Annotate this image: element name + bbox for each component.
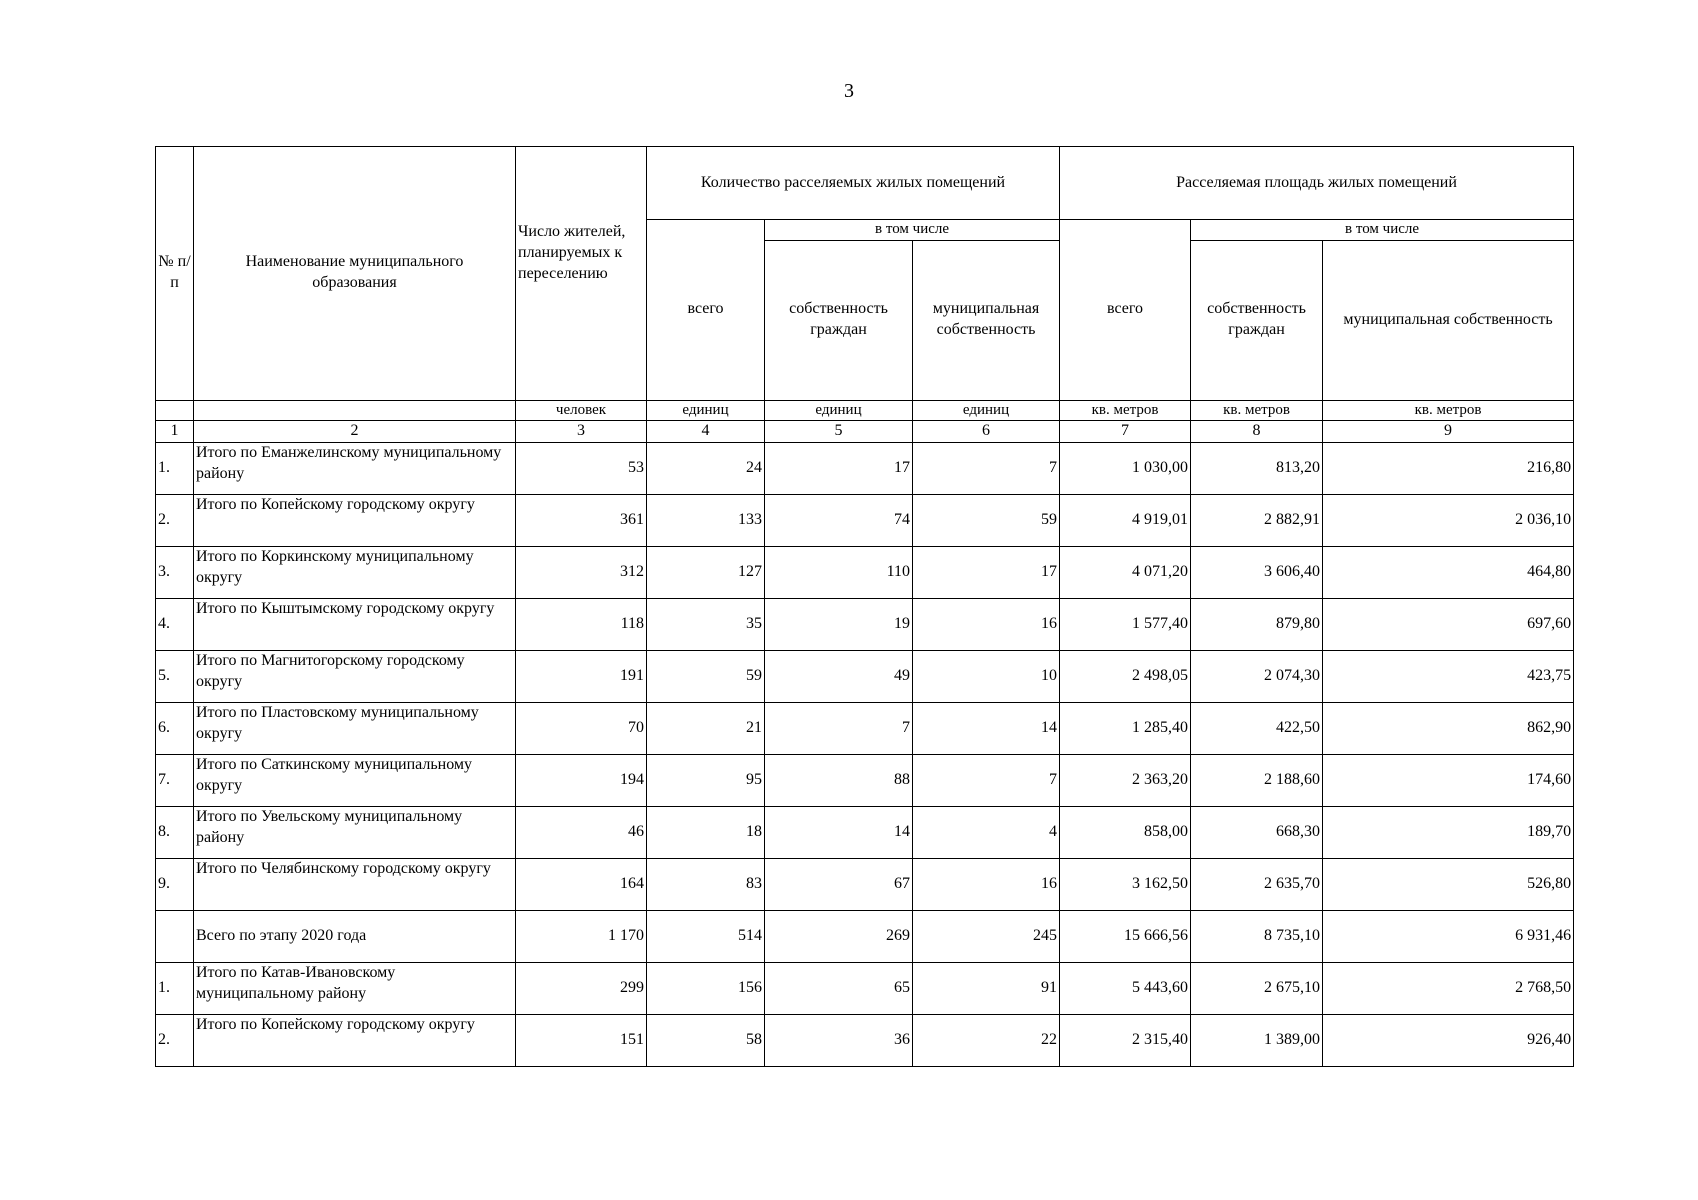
row-number: 1. — [156, 442, 194, 494]
cell-area-citizens: 2 188,60 — [1191, 754, 1323, 806]
cell-units-total: 24 — [647, 442, 765, 494]
cell-area-municipal: 189,70 — [1323, 806, 1574, 858]
cell-units-municipal: 59 — [913, 494, 1060, 546]
cell-area-citizens: 879,80 — [1191, 598, 1323, 650]
cell-residents: 53 — [516, 442, 647, 494]
cell-residents: 70 — [516, 702, 647, 754]
cell-area-municipal: 464,80 — [1323, 546, 1574, 598]
cell-residents: 151 — [516, 1014, 647, 1066]
row-number: 2. — [156, 494, 194, 546]
municipality-name: Итого по Кыштымскому городскому округу — [194, 598, 516, 650]
units-cell: единиц — [913, 400, 1060, 421]
column-number: 6 — [913, 421, 1060, 443]
cell-units-citizens: 7 — [765, 702, 913, 754]
cell-residents: 191 — [516, 650, 647, 702]
cell-area-total: 2 315,40 — [1060, 1014, 1191, 1066]
cell-units-municipal: 22 — [913, 1014, 1060, 1066]
cell-area-municipal: 862,90 — [1323, 702, 1574, 754]
cell-area-citizens: 3 606,40 — [1191, 546, 1323, 598]
cell-area-total: 5 443,60 — [1060, 962, 1191, 1014]
cell-area-total: 15 666,56 — [1060, 910, 1191, 962]
cell-area-total: 1 285,40 — [1060, 702, 1191, 754]
cell-units-municipal: 16 — [913, 858, 1060, 910]
cell-area-municipal: 2 768,50 — [1323, 962, 1574, 1014]
cell-area-total: 1 577,40 — [1060, 598, 1191, 650]
cell-residents: 194 — [516, 754, 647, 806]
header-residents: Число жителей, планируемых к переселению — [516, 147, 647, 401]
header-count-including: в том числе — [765, 220, 1060, 241]
cell-area-municipal: 174,60 — [1323, 754, 1574, 806]
cell-area-citizens: 2 675,10 — [1191, 962, 1323, 1014]
cell-units-citizens: 17 — [765, 442, 913, 494]
cell-area-municipal: 216,80 — [1323, 442, 1574, 494]
header-group-count: Количество расселяемых жилых помещений — [647, 147, 1060, 220]
cell-units-citizens: 67 — [765, 858, 913, 910]
column-number: 1 — [156, 421, 194, 443]
row-number: 5. — [156, 650, 194, 702]
table-row — [156, 806, 1574, 858]
cell-area-citizens: 422,50 — [1191, 702, 1323, 754]
header-name: Наименование муниципального образования — [194, 147, 516, 401]
column-number: 8 — [1191, 421, 1323, 443]
cell-area-municipal: 6 931,46 — [1323, 910, 1574, 962]
cell-residents: 164 — [516, 858, 647, 910]
table-row — [156, 650, 1574, 702]
header-area-municipal: муниципальная собственность — [1323, 240, 1574, 400]
cell-units-total: 21 — [647, 702, 765, 754]
cell-area-citizens: 2 882,91 — [1191, 494, 1323, 546]
cell-units-citizens: 19 — [765, 598, 913, 650]
units-cell: кв. метров — [1323, 400, 1574, 421]
header-no: № п/п — [156, 147, 194, 401]
cell-units-citizens: 49 — [765, 650, 913, 702]
page-number: 3 — [844, 80, 854, 102]
cell-area-citizens: 1 389,00 — [1191, 1014, 1323, 1066]
cell-units-total: 18 — [647, 806, 765, 858]
table-row — [156, 598, 1574, 650]
header-group-area: Расселяемая площадь жилых помещений — [1060, 147, 1574, 220]
units-cell: кв. метров — [1191, 400, 1323, 421]
row-number: 9. — [156, 858, 194, 910]
cell-residents: 361 — [516, 494, 647, 546]
cell-area-total: 3 162,50 — [1060, 858, 1191, 910]
municipality-name: Итого по Копейскому городскому округу — [194, 1014, 516, 1066]
units-cell: кв. метров — [1060, 400, 1191, 421]
cell-area-municipal: 926,40 — [1323, 1014, 1574, 1066]
cell-units-municipal: 245 — [913, 910, 1060, 962]
cell-residents: 118 — [516, 598, 647, 650]
cell-units-total: 127 — [647, 546, 765, 598]
cell-units-municipal: 14 — [913, 702, 1060, 754]
resettlement-table — [155, 146, 1574, 1067]
cell-units-municipal: 17 — [913, 546, 1060, 598]
municipality-name: Итого по Еманжелинскому муниципальному району — [194, 442, 516, 494]
cell-units-citizens: 65 — [765, 962, 913, 1014]
cell-units-total: 83 — [647, 858, 765, 910]
header-area-including: в том числе — [1191, 220, 1574, 241]
cell-residents: 299 — [516, 962, 647, 1014]
cell-units-municipal: 7 — [913, 442, 1060, 494]
cell-units-citizens: 269 — [765, 910, 913, 962]
municipality-name: Итого по Магнитогорскому городскому округу — [194, 650, 516, 702]
cell-units-total: 514 — [647, 910, 765, 962]
table-row — [156, 1014, 1574, 1066]
cell-residents: 312 — [516, 546, 647, 598]
column-number: 9 — [1323, 421, 1574, 443]
cell-area-citizens: 2 635,70 — [1191, 858, 1323, 910]
municipality-name: Итого по Коркинскому муниципальному округу — [194, 546, 516, 598]
municipality-name: Итого по Пластовскому муниципальному округу — [194, 702, 516, 754]
row-number: 1. — [156, 962, 194, 1014]
municipality-name: Итого по Челябинскому городскому округу — [194, 858, 516, 910]
cell-units-citizens: 14 — [765, 806, 913, 858]
cell-units-municipal: 4 — [913, 806, 1060, 858]
header-area-citizens: собственность граждан — [1191, 240, 1323, 400]
cell-area-citizens: 668,30 — [1191, 806, 1323, 858]
row-number: 8. — [156, 806, 194, 858]
header-count-municipal: муниципальная собственность — [913, 240, 1060, 400]
cell-residents: 46 — [516, 806, 647, 858]
cell-units-citizens: 74 — [765, 494, 913, 546]
municipality-name: Итого по Копейскому городскому округу — [194, 494, 516, 546]
cell-area-total: 858,00 — [1060, 806, 1191, 858]
table-header — [156, 147, 1574, 443]
units-cell: единиц — [647, 400, 765, 421]
table-row — [156, 962, 1574, 1014]
cell-area-municipal: 526,80 — [1323, 858, 1574, 910]
column-number: 7 — [1060, 421, 1191, 443]
header-count-citizens: собственность граждан — [765, 240, 913, 400]
table-row — [156, 442, 1574, 494]
cell-area-municipal: 423,75 — [1323, 650, 1574, 702]
cell-area-municipal: 2 036,10 — [1323, 494, 1574, 546]
cell-units-citizens: 36 — [765, 1014, 913, 1066]
table-body — [156, 442, 1574, 1066]
row-number: 3. — [156, 546, 194, 598]
cell-units-municipal: 16 — [913, 598, 1060, 650]
column-number: 5 — [765, 421, 913, 443]
header-count-total: всего — [647, 220, 765, 401]
table-row — [156, 910, 1574, 962]
units-cell: человек — [516, 400, 647, 421]
cell-units-total: 59 — [647, 650, 765, 702]
units-cell-empty — [194, 400, 516, 421]
cell-area-citizens: 8 735,10 — [1191, 910, 1323, 962]
column-number: 3 — [516, 421, 647, 443]
cell-units-citizens: 110 — [765, 546, 913, 598]
row-number: 2. — [156, 1014, 194, 1066]
units-row — [156, 400, 1574, 421]
row-number: 7. — [156, 754, 194, 806]
column-number: 2 — [194, 421, 516, 443]
cell-residents: 1 170 — [516, 910, 647, 962]
cell-area-total: 4 919,01 — [1060, 494, 1191, 546]
cell-area-municipal: 697,60 — [1323, 598, 1574, 650]
cell-units-municipal: 91 — [913, 962, 1060, 1014]
cell-area-total: 2 363,20 — [1060, 754, 1191, 806]
municipality-name: Всего по этапу 2020 года — [194, 910, 516, 962]
table-row — [156, 702, 1574, 754]
cell-area-citizens: 813,20 — [1191, 442, 1323, 494]
cell-units-total: 156 — [647, 962, 765, 1014]
cell-units-total: 58 — [647, 1014, 765, 1066]
cell-area-total: 4 071,20 — [1060, 546, 1191, 598]
table-row — [156, 494, 1574, 546]
units-cell: единиц — [765, 400, 913, 421]
row-number — [156, 910, 194, 962]
cell-area-citizens: 2 074,30 — [1191, 650, 1323, 702]
header-area-total: всего — [1060, 220, 1191, 401]
cell-units-municipal: 10 — [913, 650, 1060, 702]
table-row — [156, 546, 1574, 598]
column-number: 4 — [647, 421, 765, 443]
units-cell-empty — [156, 400, 194, 421]
table-row — [156, 754, 1574, 806]
municipality-name: Итого по Увельскому муниципальному району — [194, 806, 516, 858]
row-number: 6. — [156, 702, 194, 754]
row-number: 4. — [156, 598, 194, 650]
cell-units-municipal: 7 — [913, 754, 1060, 806]
cell-units-total: 35 — [647, 598, 765, 650]
table-row — [156, 858, 1574, 910]
cell-units-total: 95 — [647, 754, 765, 806]
cell-area-total: 2 498,05 — [1060, 650, 1191, 702]
cell-units-total: 133 — [647, 494, 765, 546]
municipality-name: Итого по Саткинскому муниципальному округу — [194, 754, 516, 806]
cell-units-citizens: 88 — [765, 754, 913, 806]
cell-area-total: 1 030,00 — [1060, 442, 1191, 494]
column-numbers-row — [156, 421, 1574, 443]
municipality-name: Итого по Катав-Ивановскому муниципальному району — [194, 962, 516, 1014]
